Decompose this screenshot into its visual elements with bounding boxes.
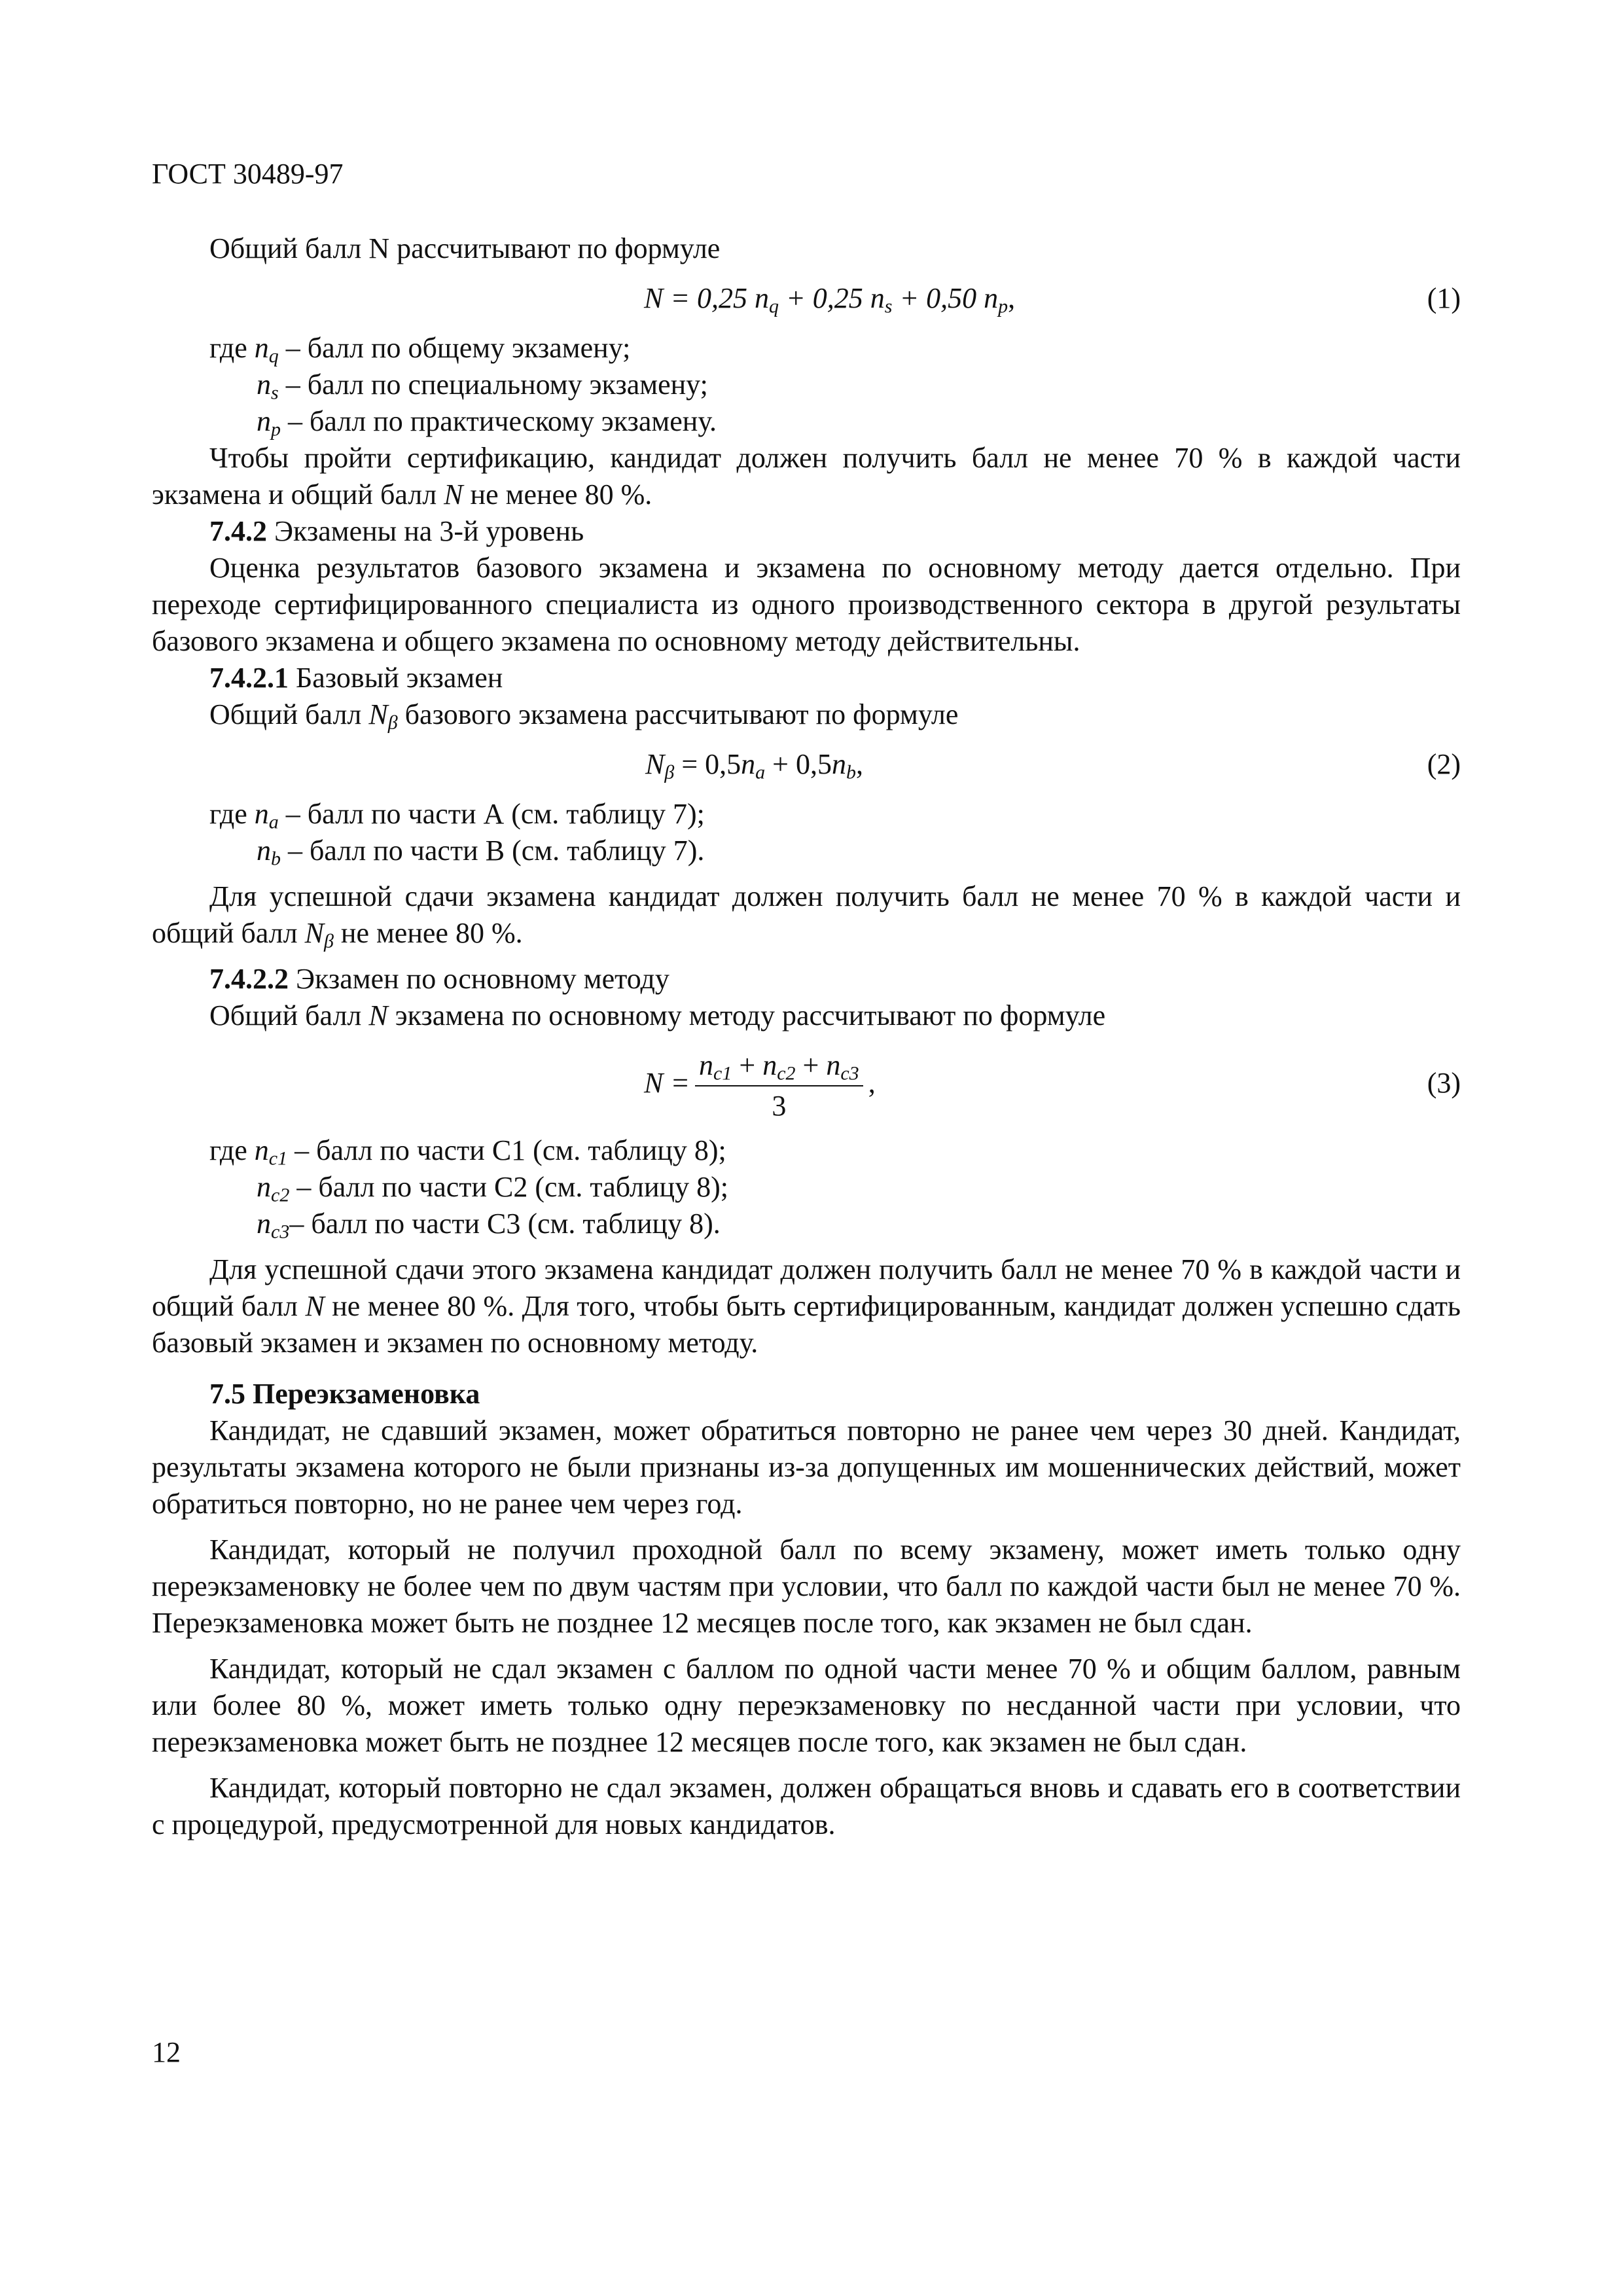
where-item-ns: $n_s$ – балл по специальному экзамену; <box>257 368 708 404</box>
formula-2: $N_\beta = 0,5n_a + 0,5n_b$, <box>645 748 863 783</box>
where-item-na: где $n_a$ – балл по части А (см. таблицу 7); <box>209 798 705 833</box>
equation-number-3: (3) <box>1427 1067 1461 1099</box>
where-item-nc1: где $n_{c1}$ – балл по части С1 (см. таблицу 8); <box>209 1134 726 1170</box>
section-75-heading: 7.5 Переэкзаменовка <box>209 1378 480 1410</box>
formula-3: N = $\frac{n_{c1} + n_{c2} + n_{c3}}{3}$ , <box>644 1034 876 1132</box>
section-742-body: Оценка результатов базового экзамена и экзамена по основному методу дается отдельно. При переходе сертифицированного специалиста из одного производственного сектора в другой результаты базового экзамена и общего экзамена по основному методу действительны. <box>152 552 1461 657</box>
formula-1-row <box>152 267 1461 330</box>
pass-criteria-7422: Для успешной сдачи этого экзамена кандидат должен получить балл не менее 70 % в каждой части и общий балл N не менее 80 %. Для того, чтобы быть сертифицированным, кандидат должен успешно сдать базовый экзамен и экзамен по основному методу. <box>152 1253 1461 1359</box>
formula-3-intro: Общий балл N экзамена по основному методу рассчитывают по формуле <box>209 999 1106 1031</box>
page-number: 12 <box>152 2036 181 2068</box>
formula-3-row <box>152 1034 1461 1132</box>
where-item-nb: $n_b$ – балл по части В (см. таблицу 7). <box>257 834 705 870</box>
retake-paragraph-2: Кандидат, который не получил проходной балл по всему экзамену, может иметь только одну переэкзаменовку не более чем по двум частям при условии, что балл по каждой части был не менее 70 %. Переэкзаменовка может быть не позднее 12 месяцев после того, как экзамен не был сдан. <box>152 1534 1461 1639</box>
formula-2-row <box>152 733 1461 796</box>
pass-criteria-741: Чтобы пройти сертификацию, кандидат должен получить балл не менее 70 % в каждой части экзамена и общий балл N не менее 80 %. <box>152 442 1461 511</box>
formula-3-fraction: $\frac{n_{c1} + n_{c2} + n_{c3}}{3}$ <box>695 1047 863 1124</box>
retake-paragraph-4: Кандидат, который повторно не сдал экзамен, должен обращаться вновь и сдавать его в соответствии с процедурой, предусмотренной для новых кандидатов. <box>152 1772 1461 1840</box>
where-item-nc2: $n_{c2}$ – балл по части С2 (см. таблицу 8); <box>257 1171 728 1206</box>
formula-1: N = 0,25 $n_q + 0,25$ $n_s + 0,50$ $n_p$, <box>644 282 1016 317</box>
retake-paragraph-1: Кандидат, не сдавший экзамен, может обратиться повторно не ранее чем через 30 дней. Кандидат, результаты экзамена которого не были признаны из-за допущенных им мошеннических действий, может обратиться повторно, но не ранее чем через год. <box>152 1414 1461 1520</box>
section-7422-heading: 7.4.2.2 Экзамен по основному методу <box>209 963 669 995</box>
where-item-nc3: $n_{c3}-$ балл по части С3 (см. таблицу 8). <box>257 1208 721 1243</box>
where-item-np: $n_p$ – балл по практическому экзамену. <box>257 405 717 440</box>
document-code-header: ГОСТ 30489-97 <box>152 158 344 190</box>
page-content <box>152 230 1461 1843</box>
where-item-nq: где $n_q$ – балл по общему экзамену; <box>209 332 631 367</box>
section-7421-heading: 7.4.2.1 Базовый экзамен <box>209 662 503 694</box>
retake-paragraph-3: Кандидат, который не сдал экзамен с баллом по одной части менее 70 % и общим баллом, равным или более 80 %, может иметь только одну переэкзаменовку по несданной части при условии, что переэкзаменовка может быть не позднее 12 месяцев после того, как экзамен не был сдан. <box>152 1653 1461 1758</box>
formula-1-intro: Общий балл N рассчитывают по формуле <box>209 232 721 264</box>
equation-number-2: (2) <box>1427 748 1461 780</box>
formula-2-intro: Общий балл $N_\beta$ базового экзамена рассчитывают по формуле <box>209 698 959 734</box>
equation-number-1: (1) <box>1427 282 1461 314</box>
section-742-heading: 7.4.2 Экзамены на 3-й уровень <box>209 515 584 547</box>
pass-criteria-7421: Для успешной сдачи экзамена кандидат должен получить балл не менее 70 % в каждой части и общий балл $N_\beta$ не менее 80 %. <box>152 880 1461 952</box>
